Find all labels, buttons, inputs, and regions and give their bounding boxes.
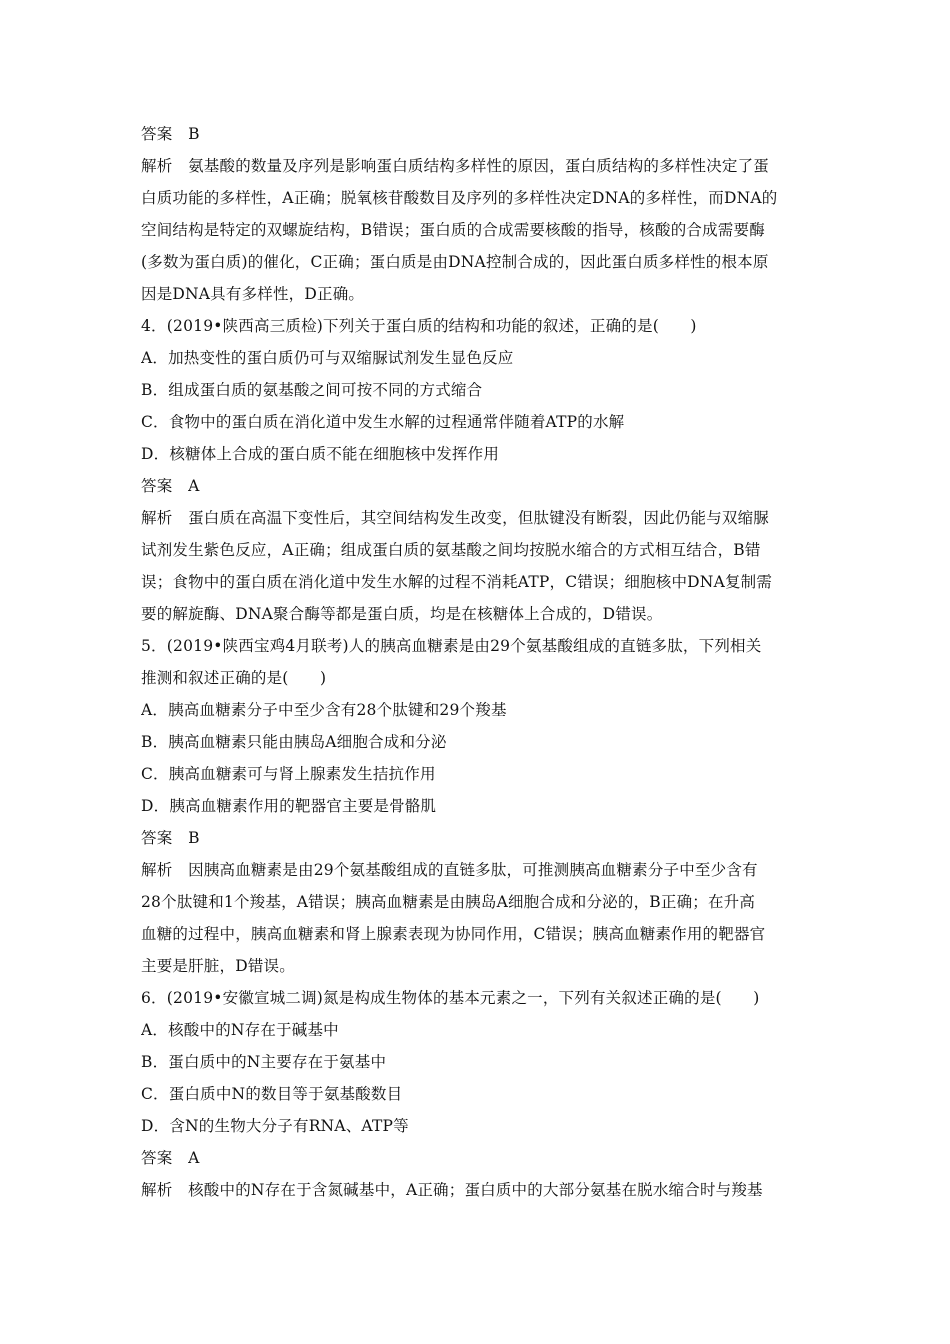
- analysis-line: 白质功能的多样性，A正确；脱氧核苷酸数目及序列的多样性决定DNA的多样性，而DNA的: [141, 189, 778, 207]
- question-stem: 6．(2019•安徽宣城二调)氮是构成生物体的基本元素之一，下列有关叙述正确的是( ): [141, 989, 760, 1007]
- option-b: B．组成蛋白质的氨基酸之间可按不同的方式缩合: [141, 381, 483, 399]
- analysis-line: 误；食物中的蛋白质在消化道中发生水解的过程不消耗ATP，C错误；细胞核中DNA复制需: [141, 573, 773, 591]
- analysis-line: 血糖的过程中，胰高血糖素和肾上腺素表现为协同作用，C错误；胰高血糖素作用的靶器官: [141, 925, 766, 943]
- option-b: B．胰高血糖素只能由胰岛A细胞合成和分泌: [141, 733, 447, 751]
- question-stem: 推测和叙述正确的是( ): [141, 669, 327, 687]
- option-d: D．胰高血糖素作用的靶器官主要是骨骼肌: [141, 797, 437, 815]
- analysis-line: 要的解旋酶、DNA聚合酶等都是蛋白质，均是在核糖体上合成的，D错误。: [141, 605, 663, 623]
- analysis-line: 28个肽键和1个羧基，A错误；胰高血糖素是由胰岛A细胞合成和分泌的，B正确；在升高: [141, 893, 756, 911]
- option-d: D．含N的生物大分子有RNA、ATP等: [141, 1117, 409, 1135]
- option-c: C．食物中的蛋白质在消化道中发生水解的过程通常伴随着ATP的水解: [141, 413, 625, 431]
- question-stem: 4．(2019•陕西高三质检)下列关于蛋白质的结构和功能的叙述，正确的是( ): [141, 317, 697, 335]
- analysis-line: 解析 因胰高血糖素是由29个氨基酸组成的直链多肽，可推测胰高血糖素分子中至少含有: [141, 861, 758, 879]
- option-b: B．蛋白质中的N主要存在于氨基中: [141, 1053, 387, 1071]
- analysis-line: 空间结构是特定的双螺旋结构，B错误；蛋白质的合成需要核酸的指导，核酸的合成需要酶: [141, 221, 765, 239]
- analysis-line: 解析 核酸中的N存在于含氮碱基中，A正确；蛋白质中的大部分氨基在脱水缩合时与羧基: [141, 1181, 763, 1199]
- answer-line: 答案 A: [141, 477, 200, 495]
- question-stem: 5．(2019•陕西宝鸡4月联考)人的胰高血糖素是由29个氨基酸组成的直链多肽，下列相关: [141, 637, 762, 655]
- answer-line: 答案 A: [141, 1149, 200, 1167]
- option-a: A．核酸中的N存在于碱基中: [141, 1021, 339, 1039]
- option-d: D．核糖体上合成的蛋白质不能在细胞核中发挥作用: [141, 445, 500, 463]
- option-a: A．加热变性的蛋白质仍可与双缩脲试剂发生显色反应: [141, 349, 514, 367]
- answer-line: 答案 B: [141, 829, 200, 847]
- analysis-line: 主要是肝脏，D错误。: [141, 957, 295, 975]
- analysis-line: 解析 氨基酸的数量及序列是影响蛋白质结构多样性的原因，蛋白质结构的多样性决定了蛋: [141, 157, 770, 175]
- analysis-line: 因是DNA具有多样性，D正确。: [141, 285, 365, 303]
- analysis-line: (多数为蛋白质)的催化，C正确；蛋白质是由DNA控制合成的，因此蛋白质多样性的根本原: [141, 253, 769, 271]
- option-c: C．蛋白质中N的数目等于氨基酸数目: [141, 1085, 403, 1103]
- analysis-line: 试剂发生紫色反应，A正确；组成蛋白质的氨基酸之间均按脱水缩合的方式相互结合，B错: [141, 541, 761, 559]
- option-a: A．胰高血糖素分子中至少含有28个肽键和29个羧基: [141, 701, 507, 719]
- option-c: C．胰高血糖素可与肾上腺素发生拮抗作用: [141, 765, 436, 783]
- analysis-line: 解析 蛋白质在高温下变性后，其空间结构发生改变，但肽键没有断裂，因此仍能与双缩脲: [141, 509, 770, 527]
- answer-line: 答案 B: [141, 125, 200, 143]
